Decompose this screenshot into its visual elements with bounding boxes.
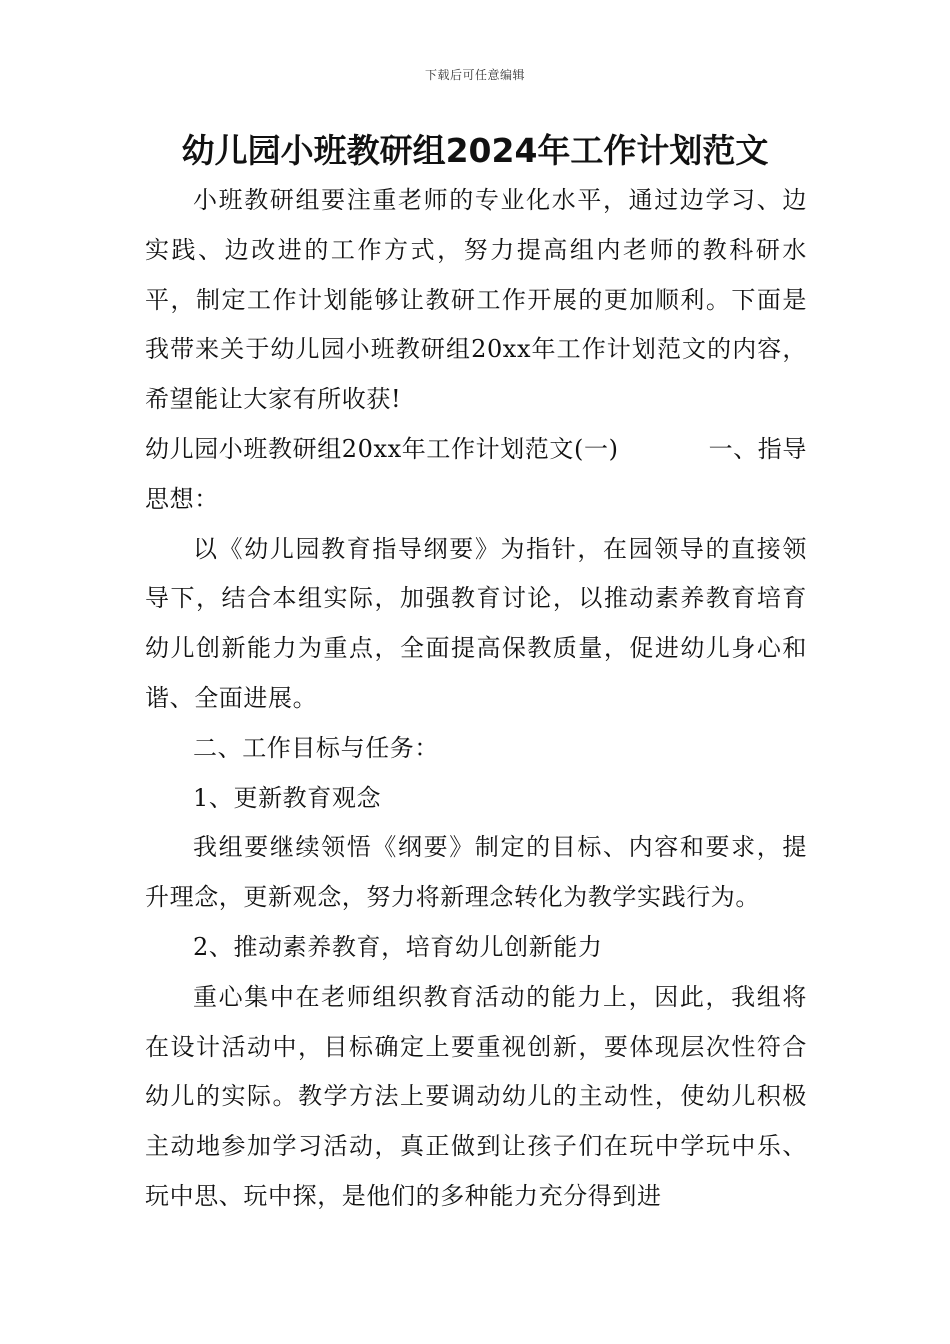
- section-subheading: 一、指导: [708, 434, 807, 463]
- section-subheading-continued: 思想：: [145, 484, 219, 513]
- section-title-line: [145, 425, 807, 475]
- item1-paragraph: 我组要继续领悟《纲要》制定的目标、内容和要求，提升理念，更新观念，努力将新理念转化为教学实践行为。: [145, 833, 807, 912]
- item2-paragraph: 重心集中在老师组织教育活动的能力上，因此，我组将在设计活动中，目标确定上要重视创新，要体现层次性符合幼儿的实际。教学方法上要调动幼儿的主动性，使幼儿积极主动地参加学习活动，真正做到让孩子们在玩中学玩中乐、玩中思、玩中探，是他们的多种能力充分得到进: [145, 982, 807, 1210]
- item1-heading: 1、更新教育观念: [193, 783, 382, 812]
- section-title: 幼儿园小班教研组20xx年工作计划范文(一): [145, 434, 619, 463]
- document-title: 幼儿园小班教研组2024年工作计划范文: [181, 131, 769, 170]
- intro-paragraph: 小班教研组要注重老师的专业化水平，通过边学习、边实践、边改进的工作方式，努力提高组内老师的教科研水平，制定工作计划能够让教研工作开展的更加顺利。下面是我带来关于幼儿园小班教研组20xx年工作计划范文的内容，希望能让大家有所收获!: [145, 186, 807, 414]
- guide-paragraph: 以《幼儿园教育指导纲要》为指针，在园领导的直接领导下，结合本组实际，加强教育讨论，以推动素养教育培育幼儿创新能力为重点，全面提高保教质量，促进幼儿身心和谐、全面进展。: [145, 534, 807, 712]
- item2-heading: 2、推动素养教育，培育幼儿创新能力: [193, 932, 603, 961]
- document-body: [145, 176, 807, 1222]
- header-note: 下载后可任意编辑: [424, 68, 525, 82]
- goals-heading: 二、工作目标与任务：: [193, 733, 439, 762]
